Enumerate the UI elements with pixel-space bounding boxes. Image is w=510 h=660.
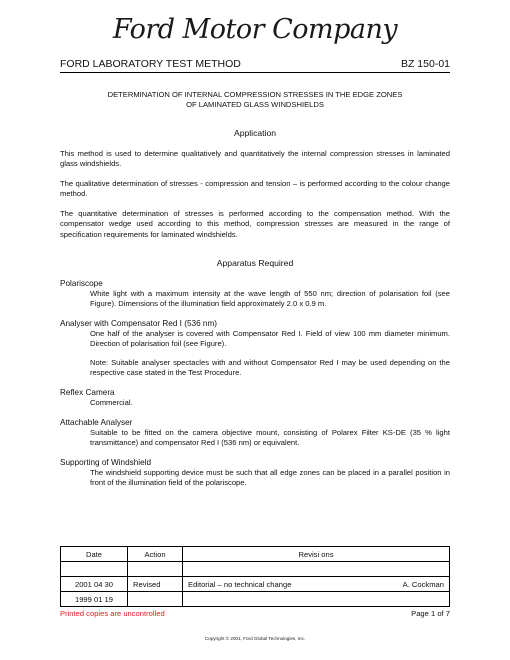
table-row [61,562,450,577]
apparatus-heading: Apparatus Required [216,258,294,268]
header-method-label: FORD LABORATORY TEST METHOD [60,58,241,70]
revision-author: A. Cockman [402,579,444,589]
revision-description [183,592,450,607]
table-row [61,592,450,607]
revision-date: 1999 01 19 [61,592,128,607]
revision-action [128,592,183,607]
uncontrolled-notice: Printed copies are uncontrolled [60,609,165,618]
reflex-camera-text: Commercial. [90,398,133,407]
polariscope-title: Polariscope [60,279,103,288]
revision-description [183,562,450,577]
revision-description [183,577,450,592]
reflex-camera-title: Reflex Camera [60,388,115,397]
document-title [60,90,450,110]
revision-header-row [61,547,450,562]
copyright-notice: Copyright © 2001, Ford Global Technologies, Inc. [204,636,306,641]
document-header [60,58,450,73]
page-number: Page 1 of 7 [411,609,450,618]
application-paragraph-1: This method is used to determine qualitatively and quantitatively the internal compression stresses in laminated glass windshields. [60,149,450,169]
header-method-code: BZ 150-01 [400,58,450,70]
title-line-2: OF LAMINATED GLASS WINDSHIELDS [186,100,324,109]
revision-header-date: Date [61,547,128,562]
revision-desc-text: Editorial – no technical change [188,579,292,589]
revision-date [61,562,128,577]
table-row [61,577,450,592]
windshield-support-text: The windshield supporting device must be such that all edge zones can be placed in a parallel position in front of the illumination field of the polariscope. [90,468,450,488]
ford-logo: Ford Motor Company [112,14,398,45]
revision-header-revisions: Revisi ons [183,547,450,562]
revision-action: Revised [128,577,183,592]
attachable-analyser-title: Attachable Analyser [60,418,133,427]
application-heading: Application [233,128,277,138]
windshield-support-title: Supporting of Windshield [60,458,152,467]
analyser-note: Note: Suitable analyser spectacles with and without Compensator Red I may be used depending on the respective case stated in the Test Procedure. [90,358,450,378]
application-paragraph-2: The qualitative determination of stresses - compression and tension – is performed according to the colour change method. [60,179,450,199]
revision-header-action: Action [128,547,183,562]
analyser-title: Analyser with Compensator Red I (536 nm) [60,319,217,328]
revision-table [60,546,450,607]
attachable-analyser-text: Suitable to be fitted on the camera objective mount, consisting of Polarex Filter KS-DE (35 % light transmittance) and compensator Red I (536 nm) or equivalent. [90,428,450,448]
application-paragraph-3: The quantitative determination of stresses is performed according to the compensation method. With the compensator wedge used according to this method, compression stresses are measured in the range of specification requirements for laminated windshields. [60,209,450,239]
polariscope-text: White light with a maximum intensity at the wave length of 550 nm; direction of polarisation foil (see Figure). Dimensions of the illumination field approximately 2.0 x 0.9 m. [90,289,450,309]
title-line-1: DETERMINATION OF INTERNAL COMPRESSION STRESSES IN THE EDGE ZONES [107,90,403,99]
revision-date: 2001 04 30 [61,577,128,592]
revision-action [128,562,183,577]
analyser-text: One half of the analyser is covered with Compensator Red I. Field of view 100 mm diameter minimum. Direction of polarisation foil (see Figure). [90,329,450,349]
